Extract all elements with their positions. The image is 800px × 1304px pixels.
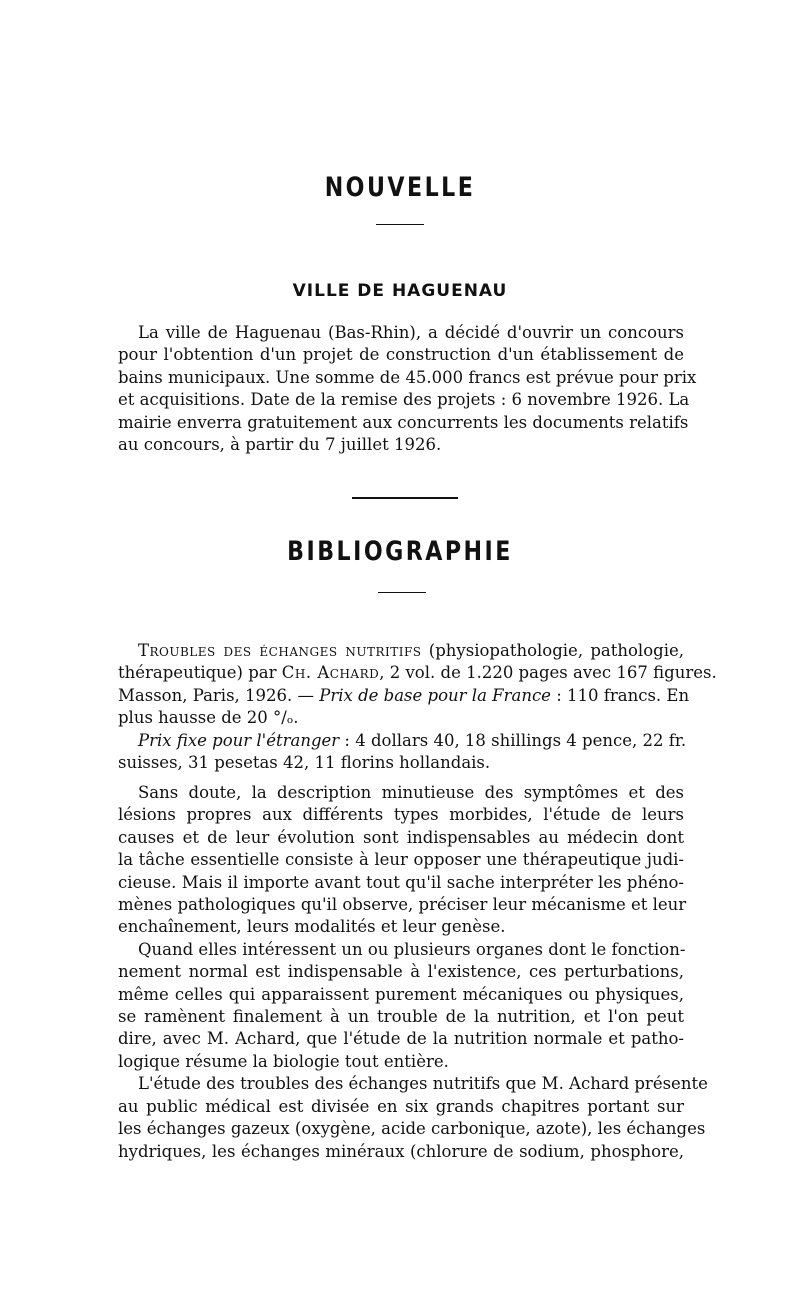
citation-line: suisses, 31 pesetas 42, 11 florins hollandais. [118, 753, 491, 773]
citation-line [118, 662, 717, 684]
section-title-nouvelle: NOUVELLE [324, 172, 476, 203]
review-line: enchaînement, leurs modalités et leur genèse. [118, 917, 506, 937]
review-line: au public médical est divisée en six grands chapitres portant sur [118, 1096, 684, 1116]
review-line: mènes pathologiques qu'il observe, préciser leur mécanisme et leur [118, 895, 687, 915]
citation-text: : 4 dollars 40, 18 shillings 4 pence, 22 fr. [339, 730, 687, 750]
book-author: Ch. Achard [281, 663, 380, 683]
citation-line [118, 685, 690, 707]
review-line: Quand elles intéressent un ou plusieurs organes dont le fonction- [138, 939, 686, 959]
review-line: même celles qui apparaissent purement mécaniques ou physiques, [118, 984, 684, 1004]
price-label: Prix de base pour la France [319, 685, 551, 705]
notice-line: au concours, à partir du 7 juillet 1926. [118, 435, 442, 455]
price-label: Prix fixe pour l'étranger [138, 730, 340, 750]
citation-text: : 110 francs. En [550, 685, 690, 705]
citation-line: plus hausse de 20 °/ₒ. [118, 708, 299, 728]
citation-line [118, 640, 684, 662]
notice-line: pour l'obtention d'un projet de construction d'un établissement de [118, 345, 684, 365]
section-title-bibliographie: BIBLIOGRAPHIE [287, 536, 513, 567]
review-text [118, 782, 708, 1163]
review-line: cieuse. Mais il importe avant tout qu'il sache interpréter les phéno- [118, 872, 684, 892]
review-line: logique résume la biologie tout entière. [118, 1051, 449, 1071]
review-line: dire, avec M. Achard, que l'étude de la nutrition normale et patho- [118, 1029, 684, 1049]
citation-text: (physiopathologie, pathologie, [421, 641, 684, 660]
review-line: lésions propres aux différents types morbides, l'étude de leurs [118, 805, 684, 825]
review-line: causes et de leur évolution sont indispensables au médecin dont [118, 827, 684, 847]
book-title: Troubles des échanges nutritifs [138, 641, 422, 660]
review-line: se ramènent finalement à un trouble de la nutrition, et l'on peut [118, 1007, 684, 1027]
book-citation [118, 640, 717, 774]
notice-paragraph [118, 322, 697, 456]
review-line: la tâche essentielle consiste à leur opposer une thérapeutique judi- [118, 850, 684, 870]
notice-line: La ville de Haguenau (Bas-Rhin), a décidé d'ouvrir un concours [138, 323, 684, 342]
notice-line: bains municipaux. Une somme de 45.000 francs est prévue pour prix [118, 367, 697, 387]
notice-line: et acquisitions. Date de la remise des projets : 6 novembre 1926. La [118, 390, 690, 410]
review-line: Sans doute, la description minutieuse des symptômes et des [138, 783, 684, 802]
title-rule [378, 592, 426, 593]
citation-text: , 2 vol. de 1.220 pages avec 167 figures. [379, 663, 717, 683]
citation-text: thérapeutique) par [118, 663, 282, 683]
review-line: hydriques, les échanges minéraux (chlorure de sodium, phosphore, [118, 1141, 684, 1161]
notice-line: mairie enverra gratuitement aux concurrents les documents relatifs [118, 412, 689, 432]
section-separator [352, 497, 458, 499]
notice-subtitle: VILLE DE HAGUENAU [292, 281, 508, 301]
review-line: L'étude des troubles des échanges nutritifs que M. Achard présente [138, 1074, 708, 1094]
citation-text: Masson, Paris, 1926. — [118, 685, 320, 705]
review-line: nement normal est indispensable à l'existence, ces perturbations, [118, 962, 684, 982]
citation-line [118, 730, 687, 752]
title-rule [376, 224, 424, 225]
review-line: les échanges gazeux (oxygène, acide carbonique, azote), les échanges [118, 1119, 706, 1139]
